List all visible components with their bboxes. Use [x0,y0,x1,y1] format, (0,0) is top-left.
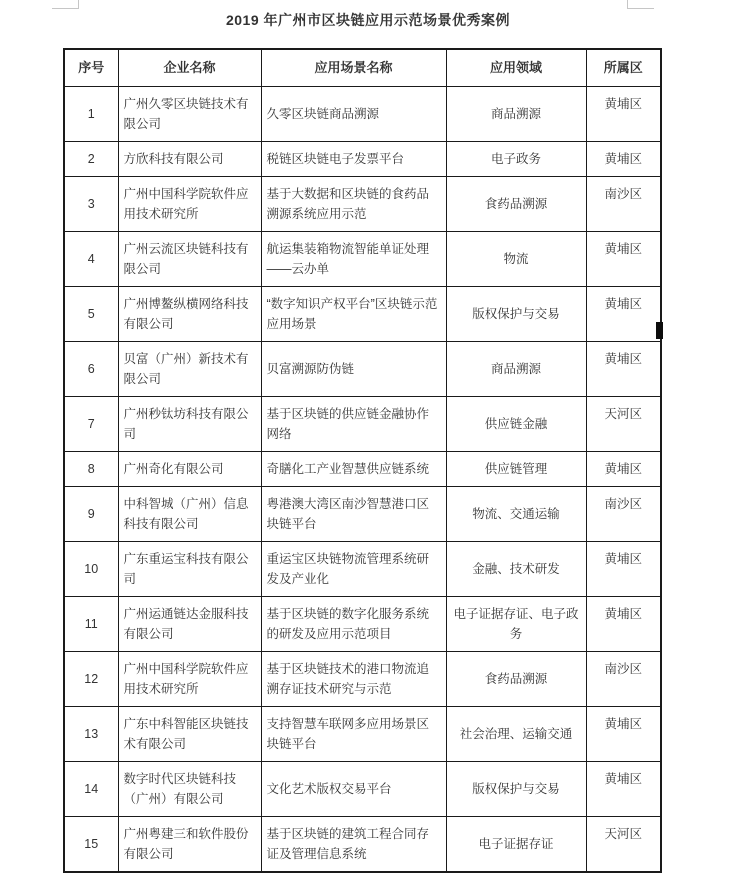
cell-company: 广州中国科学院软件应用技术研究所 [118,652,261,707]
cell-company: 方欣科技有限公司 [118,142,261,177]
table-row [64,542,661,597]
cell-scenario: 基于区块链技术的港口物流追溯存证技术研究与示范 [261,652,446,707]
cell-field: 电子证据存证、电子政务 [446,597,586,652]
cell-district: 黄埔区 [586,762,661,817]
cell-scenario: 基于大数据和区块链的食药品溯源系统应用示范 [261,177,446,232]
cell-scenario: 贝富溯源防伪链 [261,342,446,397]
cell-field: 金融、技术研发 [446,542,586,597]
cell-company: 中科智城（广州）信息科技有限公司 [118,487,261,542]
cell-company: 数字时代区块链科技（广州）有限公司 [118,762,261,817]
table-row [64,487,661,542]
cell-no: 13 [64,707,118,762]
cell-district: 黄埔区 [586,142,661,177]
table-row [64,597,661,652]
cell-field: 商品溯源 [446,87,586,142]
header-cell-4: 所属区 [586,49,661,87]
cell-field: 食药品溯源 [446,652,586,707]
cell-district: 黄埔区 [586,707,661,762]
page-title: 2019 年广州市区块链应用示范场景优秀案例 [225,12,511,28]
cell-scenario: 久零区块链商品溯源 [261,87,446,142]
cell-district: 黄埔区 [586,342,661,397]
cell-field: 物流、交通运输 [446,487,586,542]
cell-scenario: 支持智慧车联网多应用场景区块链平台 [261,707,446,762]
cell-district: 黄埔区 [586,87,661,142]
cell-scenario: 奇膳化工产业智慧供应链系统 [261,452,446,487]
cell-district: 南沙区 [586,652,661,707]
cell-field: 社会治理、运输交通 [446,707,586,762]
table-row [64,87,661,142]
table-row [64,652,661,707]
cell-field: 供应链管理 [446,452,586,487]
table-row [64,177,661,232]
cell-scenario: 粤港澳大湾区南沙智慧港口区块链平台 [261,487,446,542]
cell-company: 广东中科智能区块链技术有限公司 [118,707,261,762]
cell-district: 天河区 [586,817,661,873]
cell-no: 10 [64,542,118,597]
cell-scenario: 基于区块链的供应链金融协作网络 [261,397,446,452]
cell-field: 商品溯源 [446,342,586,397]
cell-no: 3 [64,177,118,232]
table-row [64,707,661,762]
cell-no: 15 [64,817,118,873]
cell-field: 供应链金融 [446,397,586,452]
cell-scenario: “数字知识产权平台”区块链示范应用场景 [261,287,446,342]
cell-company: 广州久零区块链技术有限公司 [118,87,261,142]
header-row [64,49,661,87]
table-row [64,142,661,177]
cell-company: 广州博鳌纵横网络科技有限公司 [118,287,261,342]
cell-district: 黄埔区 [586,232,661,287]
cell-field: 版权保护与交易 [446,762,586,817]
text-boundary-mark-right [627,0,654,9]
table-row [64,452,661,487]
cell-company: 广东重运宝科技有限公司 [118,542,261,597]
cell-district: 黄埔区 [586,287,661,342]
cell-field: 食药品溯源 [446,177,586,232]
cell-company: 广州中国科学院软件应用技术研究所 [118,177,261,232]
cell-scenario: 基于区块链的建筑工程合同存证及管理信息系统 [261,817,446,873]
cell-no: 1 [64,87,118,142]
cell-company: 广州云流区块链科技有限公司 [118,232,261,287]
cell-district: 黄埔区 [586,542,661,597]
cell-company: 广州粤建三和软件股份有限公司 [118,817,261,873]
cell-no: 12 [64,652,118,707]
header-cell-3: 应用领域 [446,49,586,87]
cell-district: 南沙区 [586,177,661,232]
table-row [64,287,661,342]
table-row [64,342,661,397]
cell-scenario: 航运集装箱物流智能单证处理——云办单 [261,232,446,287]
cell-district: 南沙区 [586,487,661,542]
cell-company: 贝富（广州）新技术有限公司 [118,342,261,397]
table-body [64,87,661,873]
table-row [64,397,661,452]
cell-company: 广州秒钛坊科技有限公司 [118,397,261,452]
header-cell-2: 应用场景名称 [261,49,446,87]
table-edge-artifact [656,322,663,339]
text-boundary-mark-left [52,0,79,9]
cell-scenario: 重运宝区块链物流管理系统研发及产业化 [261,542,446,597]
cell-no: 7 [64,397,118,452]
cell-scenario: 基于区块链的数字化服务系统的研发及应用示范项目 [261,597,446,652]
cell-no: 14 [64,762,118,817]
cell-no: 8 [64,452,118,487]
cell-scenario: 文化艺术版权交易平台 [261,762,446,817]
cell-field: 版权保护与交易 [446,287,586,342]
cell-no: 11 [64,597,118,652]
cell-field: 物流 [446,232,586,287]
cell-no: 5 [64,287,118,342]
cell-no: 9 [64,487,118,542]
header-cell-0: 序号 [64,49,118,87]
cell-district: 黄埔区 [586,452,661,487]
cell-district: 天河区 [586,397,661,452]
cases-table [63,48,662,873]
cell-no: 2 [64,142,118,177]
cell-no: 6 [64,342,118,397]
cell-scenario: 税链区块链电子发票平台 [261,142,446,177]
cell-district: 黄埔区 [586,597,661,652]
cell-field: 电子政务 [446,142,586,177]
header-cell-1: 企业名称 [118,49,261,87]
cell-no: 4 [64,232,118,287]
table-row [64,232,661,287]
cell-field: 电子证据存证 [446,817,586,873]
cell-company: 广州运通链达金服科技有限公司 [118,597,261,652]
table-row [64,762,661,817]
table-header-row [64,49,661,87]
cell-company: 广州奇化有限公司 [118,452,261,487]
